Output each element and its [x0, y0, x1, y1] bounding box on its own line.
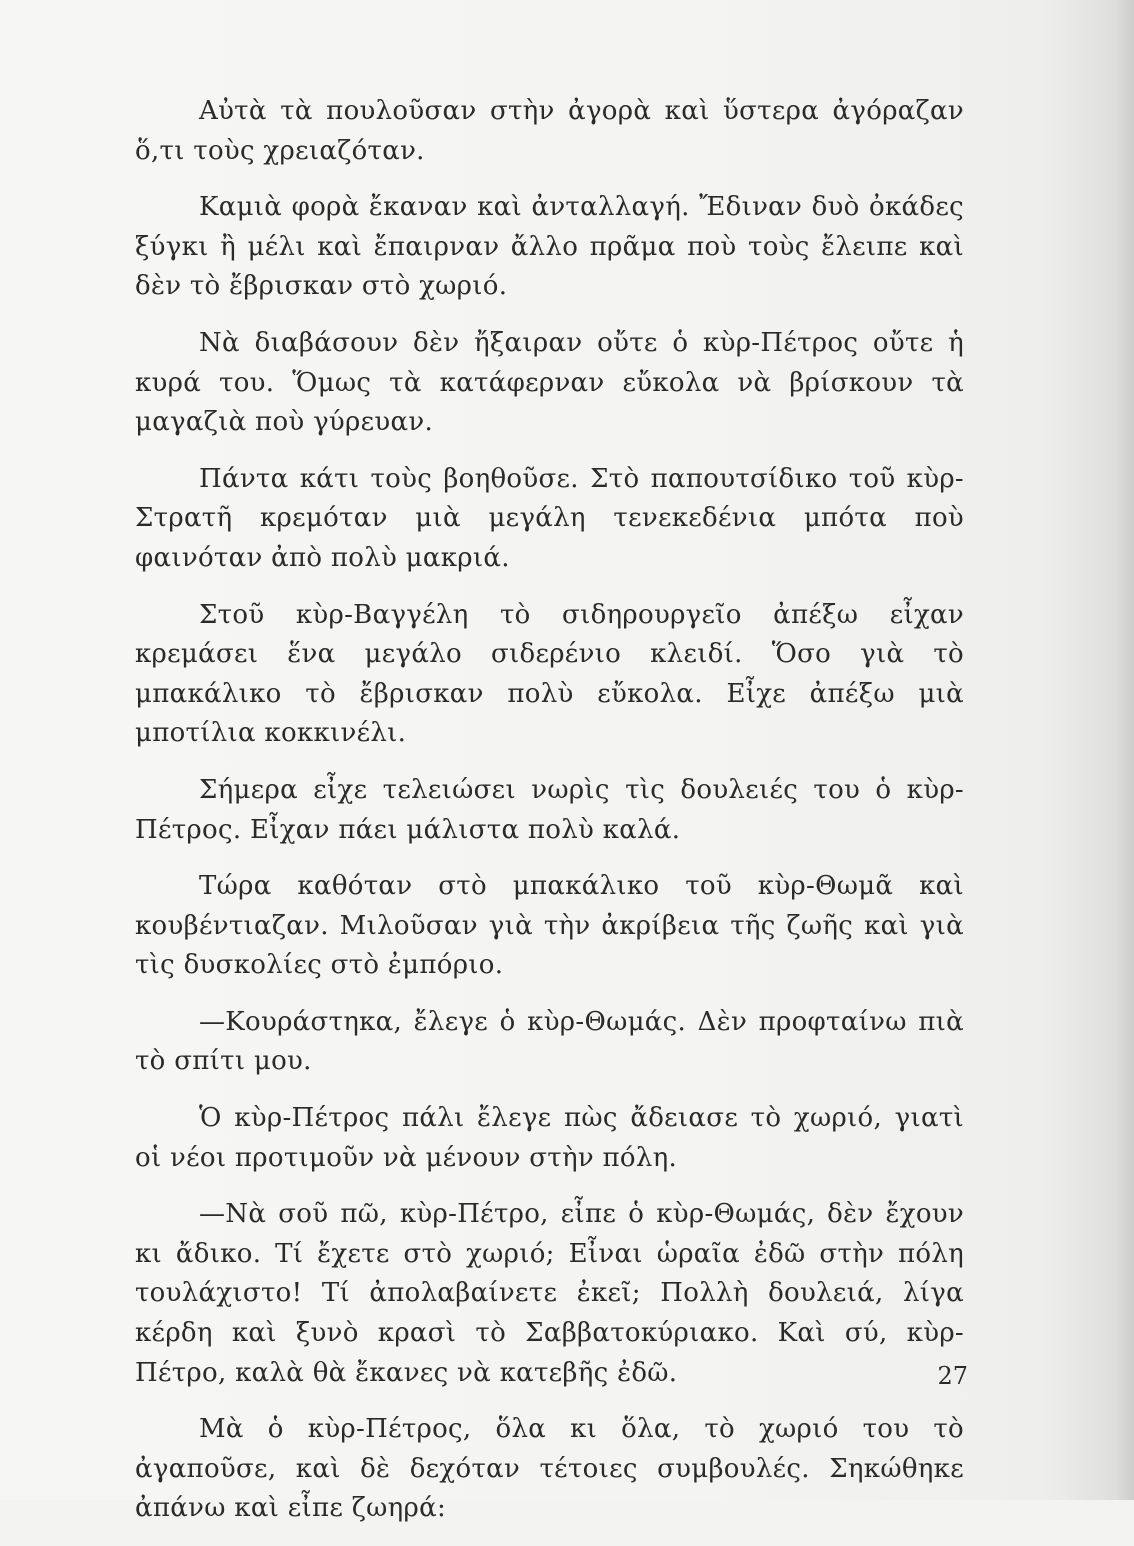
dialogue-paragraph: —Νὰ σοῦ πῶ, κὺρ-Πέτρο, εἶπε ὁ κὺρ-Θωμάς, δὲν ἔχουν κι ἄδικο. Τί ἔχετε στὸ χωριό; Εἶναι ὡραῖα ἐδῶ στὴν πόλη τουλάχιστο! Τί ἀπολαβαίνετε ἐκεῖ; Πολλὴ δουλειά, λίγα κέρδη καὶ ξυνὸ κρασὶ τὸ Σαββατοκύριακο. Καὶ σύ, κὺρ-Πέτρο, καλὰ θὰ ἔκανες νὰ κατεβῆς ἐδῶ. [135, 1199, 964, 1388]
page-number: 27 [937, 1362, 968, 1390]
paragraph: Μὰ ὁ κὺρ-Πέτρος, ὅλα κι ὅλα, τὸ χωριό του τὸ ἀγαποῦσε, καὶ δὲ δεχόταν τέτοιες συμβουλές. Σηκώθηκε ἀπάνω καὶ εἶπε ζωηρά: [135, 1414, 964, 1524]
paragraph: Πάντα κάτι τοὺς βοηθοῦσε. Στὸ παπουτσίδικο τοῦ κὺρ-Στρατῆ κρεμόταν μιὰ μεγάλη τενεκεδένια μπότα ποὺ φαινόταν ἀπὸ πολὺ μακριά. [135, 463, 964, 573]
paragraph: Τώρα καθόταν στὸ μπακάλικο τοῦ κὺρ-Θωμᾶ καὶ κουβέντιαζαν. Μιλοῦσαν γιὰ τὴν ἀκρίβεια τῆς ζωῆς καὶ γιὰ τὶς δυσκολίες στὸ ἐμπόριο. [135, 871, 964, 981]
paragraph: Ὁ κὺρ-Πέτρος πάλι ἔλεγε πὼς ἄδειασε τὸ χωριό, γιατὶ οἱ νέοι προτιμοῦν νὰ μένουν στὴν πόλη. [135, 1103, 964, 1173]
paragraph: Στοῦ κὺρ-Βαγγέλη τὸ σιδηρουργεῖο ἀπέξω εἶχαν κρεμάσει ἕνα μεγάλο σιδερένιο κλειδί. Ὅσο γιὰ τὸ μπακάλικο τὸ ἔβρισκαν πολὺ εὔκολα. Εἶχε ἀπέξω μιὰ μποτίλια κοκκινέλι. [135, 599, 964, 749]
dialogue-paragraph: —Κουράστηκα, ἔλεγε ὁ κὺρ-Θωμάς. Δὲν προφταίνω πιὰ τὸ σπίτι μου. [135, 1006, 964, 1077]
paragraph: Καμιὰ φορὰ ἔκαναν καὶ ἀνταλλαγή. Ἔδιναν δυὸ ὀκάδες ξύγκι ἢ μέλι καὶ ἔπαιρναν ἄλλο πρᾶμα ποὺ τοὺς ἔλειπε καὶ δὲν τὸ ἔβρισκαν στὸ χωριό. [135, 192, 964, 302]
paragraph: Σήμερα εἶχε τελειώσει νωρὶς τὶς δουλειές του ὁ κὺρ-Πέτρος. Εἶχαν πάει μάλιστα πολὺ καλά. [135, 774, 964, 845]
paragraph: Αὐτὰ τὰ πουλοῦσαν στὴν ἀγορὰ καὶ ὕστερα ἀγόραζαν ὅ,τι τοὺς χρειαζόταν. [135, 96, 964, 166]
paragraph: Νὰ διαβάσουν δὲν ἤξαιραν οὔτε ὁ κὺρ-Πέτρος οὔτε ἡ κυρά του. Ὅμως τὰ κατάφερναν εὔκολα νὰ βρίσκουν τὰ μαγαζιὰ ποὺ γύρευαν. [135, 327, 964, 438]
body-text [135, 92, 964, 1546]
